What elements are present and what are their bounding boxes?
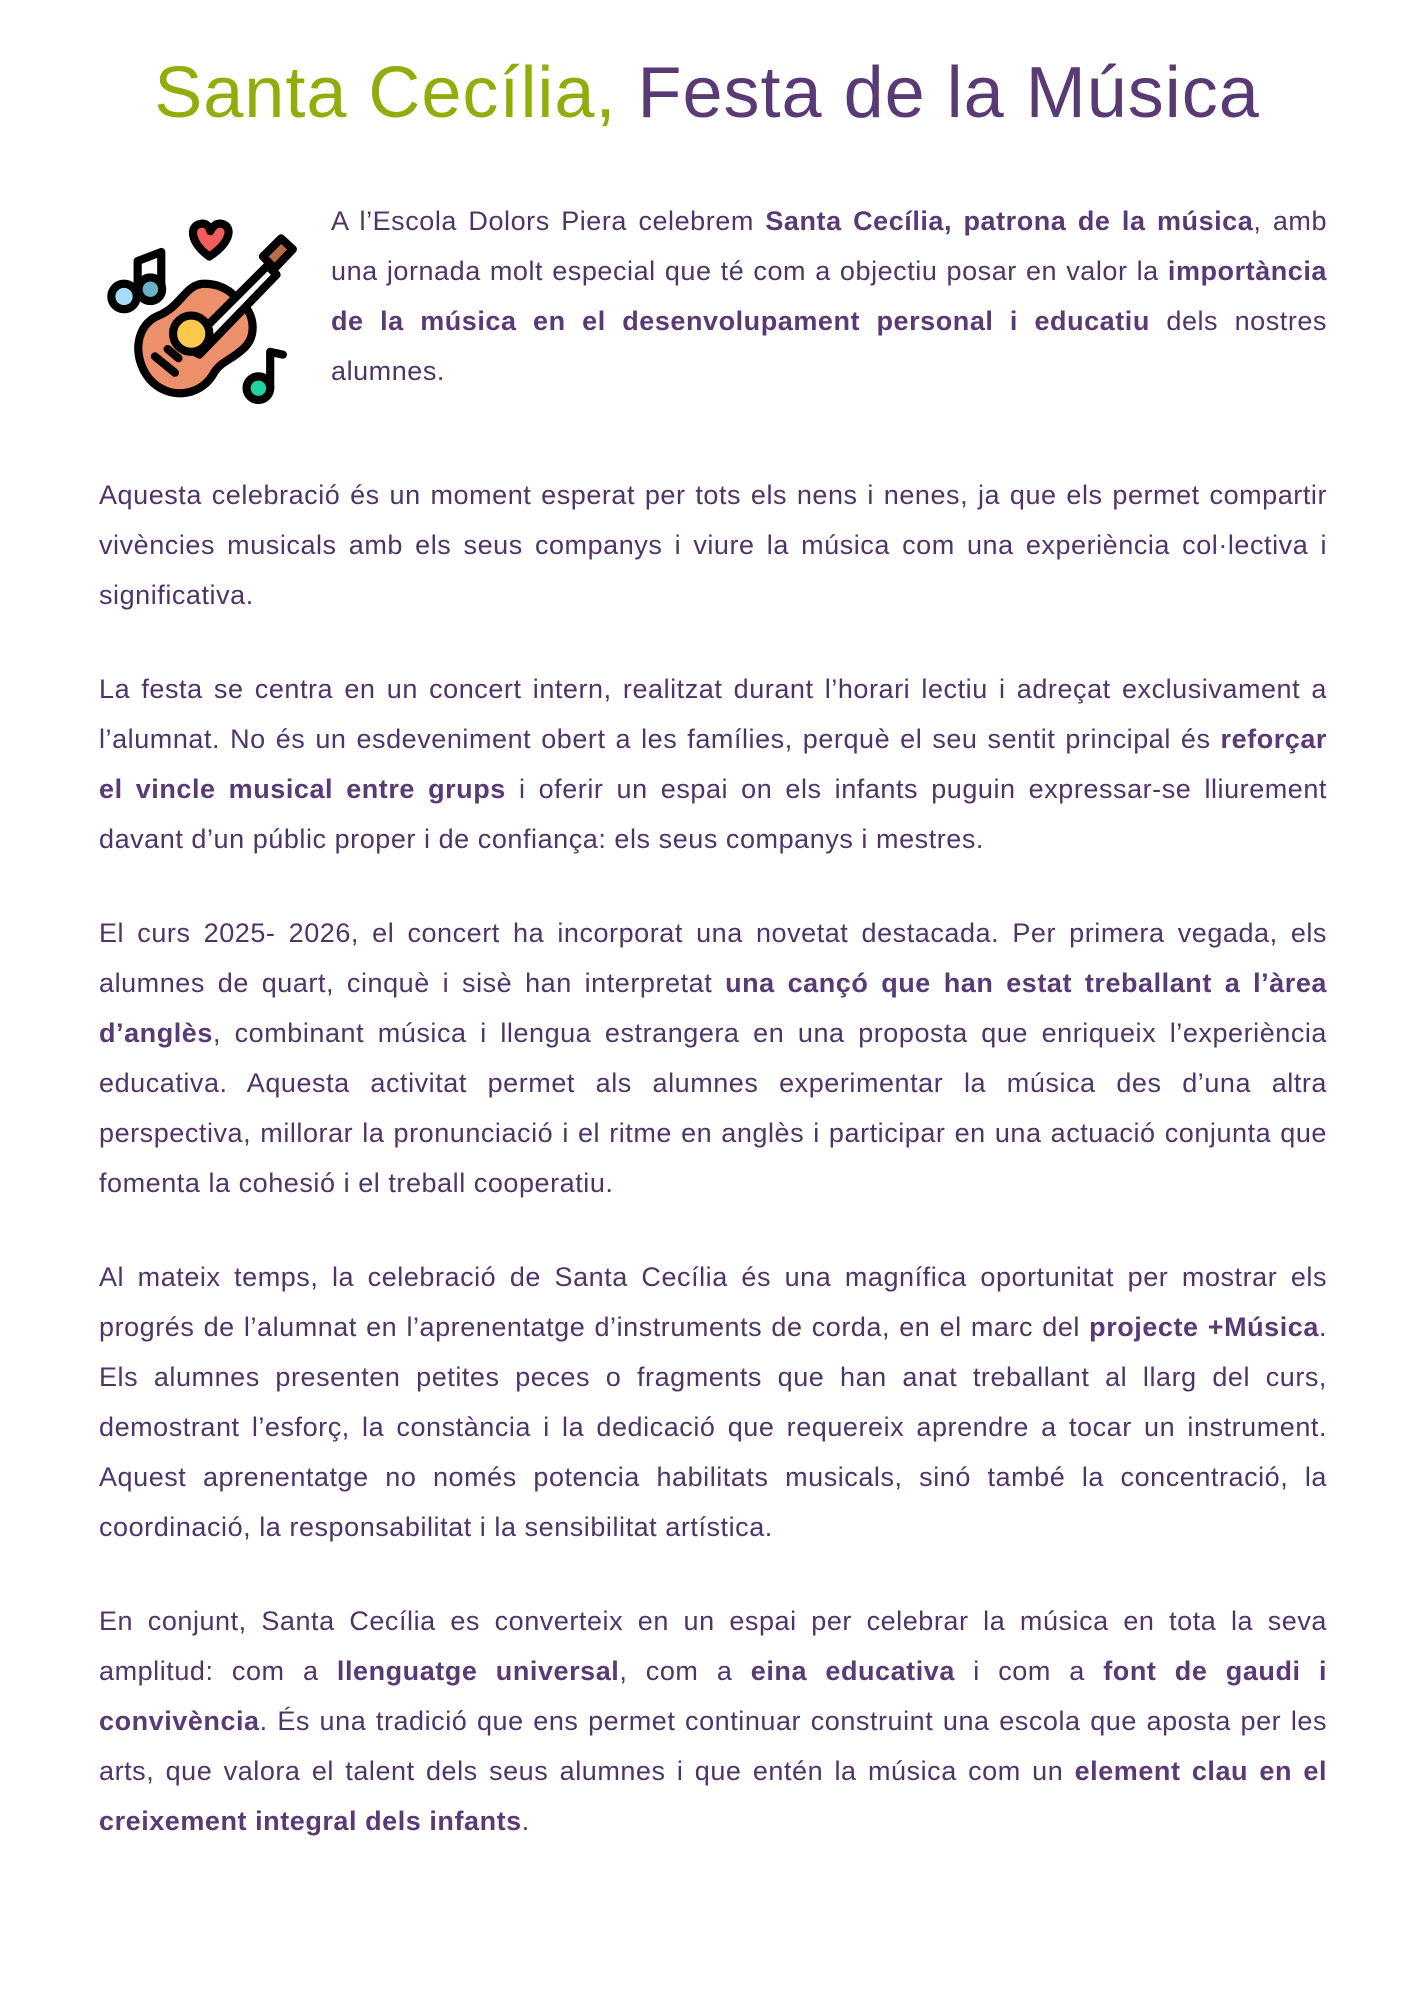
text-segment: En conjunt, Santa Cecília es converteix en un espai per celebrar la música en tota la seva amplitud: com a (99, 1606, 1327, 1686)
bold-text: Santa Cecília, patrona de la música (765, 206, 1254, 236)
text-segment: . (521, 1806, 530, 1836)
paragraph (99, 664, 1327, 864)
bold-text: una cançó que han estat treballant a l’àrea d’anglès (99, 968, 1327, 1048)
bold-text: importància de la música en el desenvolupament personal i educatiu (331, 256, 1327, 336)
text-segment: dels nostres alumnes. (331, 306, 1327, 386)
guitar-icon (95, 196, 331, 426)
bold-text: llenguatge universal (336, 1656, 620, 1686)
text-segment: A l’Escola Dolors Piera celebrem (331, 206, 766, 236)
title-part-2: Festa de la Música (637, 53, 1260, 133)
text-segment: Al mateix temps, la celebració de Santa Cecília és una magnífica oportunitat per mostrar els progrés de l’alumnat en l’aprenentatge d’instruments de corda, en el marc del (99, 1262, 1327, 1342)
bold-text: font de gaudi i convivència (99, 1656, 1327, 1736)
text-segment: El curs 2025- 2026, el concert ha incorporat una novetat destacada. Per primera vegada, els alumnes de quart, cinquè i sisè han interpretat (99, 918, 1327, 998)
text-segment: . És una tradició que ens permet continuar construint una escola que aposta per les arts, que valora el talent dels seus alumnes i que entén la música com un (99, 1706, 1327, 1786)
article-body (99, 196, 1327, 1890)
text-segment: i com a (954, 1656, 1104, 1686)
text-segment: , combinant música i llengua estrangera en una proposta que enriqueix l’experiència educativa. Aquesta activitat permet als alumnes experimentar la música des d’una altra perspectiva, millorar la pronunciació i el ritme en anglès i participar en una actuació conjunta que fomenta la cohesió i el treball cooperatiu. (99, 1018, 1327, 1198)
text-segment: , com a (619, 1656, 751, 1686)
bold-text: projecte +Música (1089, 1312, 1319, 1342)
paragraph (99, 1252, 1327, 1552)
bold-text: element clau en el creixement integral dels infants (99, 1756, 1327, 1836)
text-segment: Aquesta celebració és un moment esperat per tots els nens i nenes, ja que els permet compartir vivències musicals amb els seus companys i viure la música com una experiència col·lectiva i significativa. (99, 480, 1327, 610)
paragraph (99, 470, 1327, 620)
text-segment: . Els alumnes presenten petites peces o fragments que han anat treballant al llarg del curs, demostrant l’esforç, la constància i la dedicació que requereix aprendre a tocar un instrument. Aquest aprenentatge no només potencia habilitats musicals, sinó també la concentració, la coordinació, la responsabilitat i la sensibilitat artística. (99, 1312, 1327, 1542)
title-part-1: Santa Cecília, (154, 53, 617, 133)
bold-text: reforçar el vincle musical entre grups (99, 724, 1327, 804)
text-segment: i oferir un espai on els infants puguin expressar-se lliurement davant d’un públic proper i de confiança: els seus companys i mestres. (99, 774, 1327, 854)
page-title (0, 48, 1414, 138)
paragraph (99, 908, 1327, 1208)
text-segment: La festa se centra en un concert intern, realitzat durant l’horari lectiu i adreçat exclusivament a l’alumnat. No és un esdeveniment obert a les famílies, perquè el seu sentit principal és (99, 674, 1327, 754)
text-segment: , amb una jornada molt especial que té com a objectiu posar en valor la (331, 206, 1328, 286)
paragraph (331, 196, 1327, 426)
intro-block (99, 196, 1327, 426)
bold-text: eina educativa (750, 1656, 955, 1686)
paragraph (99, 1596, 1327, 1846)
